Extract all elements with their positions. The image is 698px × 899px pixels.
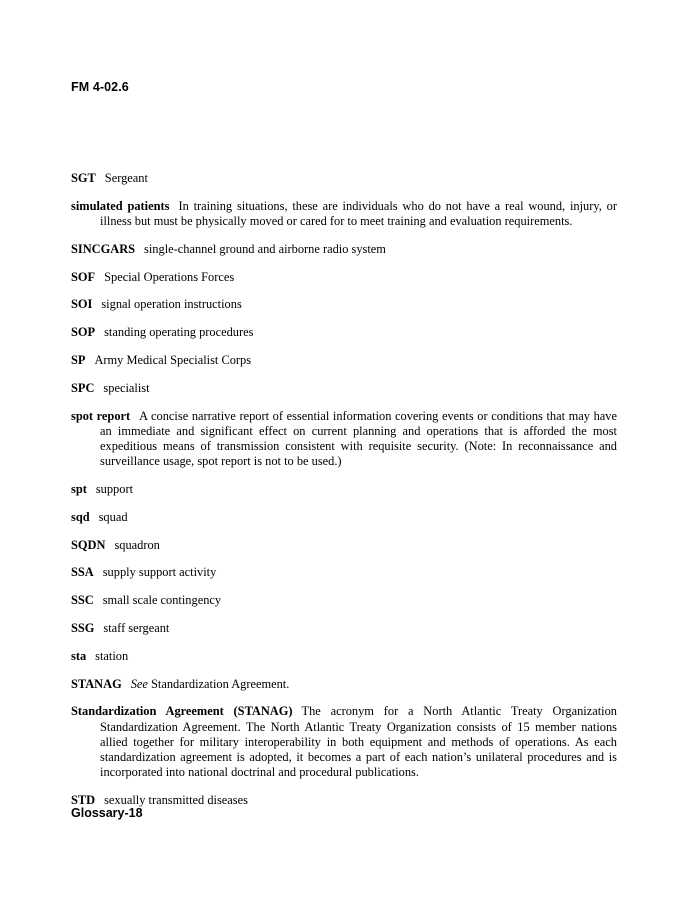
glossary-term: SSC xyxy=(71,593,94,608)
glossary-term: SQDN xyxy=(71,537,106,552)
glossary-entry xyxy=(71,704,617,780)
glossary-definition: signal operation instructions xyxy=(101,297,242,312)
glossary-entry xyxy=(71,199,617,229)
document-id: FM 4-02.6 xyxy=(71,80,129,94)
glossary-term: SOF xyxy=(71,269,96,284)
glossary-entry xyxy=(71,621,617,636)
glossary-term: sqd xyxy=(71,509,90,524)
glossary-entry xyxy=(71,510,617,525)
glossary-entry xyxy=(71,538,617,553)
glossary-entry xyxy=(71,482,617,497)
glossary-term: sta xyxy=(71,648,87,663)
glossary-definition: supply support activity xyxy=(102,565,217,580)
glossary-term: simulated patients xyxy=(71,198,170,213)
glossary-definition: Army Medical Specialist Corps xyxy=(94,352,252,367)
glossary-term: SINCGARS xyxy=(71,241,136,256)
glossary-entry xyxy=(71,593,617,608)
glossary-term: SSA xyxy=(71,565,94,580)
glossary-entry xyxy=(71,270,617,285)
glossary-definition: staff sergeant xyxy=(103,620,170,635)
glossary-definition: small scale contingency xyxy=(102,593,222,608)
glossary-entry xyxy=(71,793,617,808)
glossary-term: spt xyxy=(71,481,87,496)
glossary-definition: station xyxy=(95,648,129,663)
glossary-term: SP xyxy=(71,352,86,367)
glossary-entry xyxy=(71,649,617,664)
glossary-term: SOI xyxy=(71,297,93,312)
glossary-definition: sexually transmitted diseases xyxy=(104,792,248,807)
glossary-definition: single-channel ground and airborne radio system xyxy=(144,241,386,256)
glossary-definition: A concise narrative report of essential information covering events or conditions that may have an immediate and significant effect on current planning and operations that is afforded the most expeditious means of transmission consistent with requisite security. (Note: In reconnaissance and surveillance usage, spot report is not to be used.) xyxy=(100,408,617,469)
glossary-definition: In training situations, these are individuals who do not have a real wound, injury, or illness but must be physically moved or cared for to meet training and evaluation requirements. xyxy=(100,198,617,228)
glossary-term: Standardization Agreement (STANAG) xyxy=(71,704,293,719)
glossary-definition: squadron xyxy=(114,537,160,552)
glossary-definition: specialist xyxy=(103,380,150,395)
glossary-entry xyxy=(71,353,617,368)
glossary-term: SOP xyxy=(71,325,96,340)
glossary-definition: squad xyxy=(98,509,128,524)
glossary-entry xyxy=(71,565,617,580)
glossary-entry xyxy=(71,171,617,186)
glossary-definition: Standardization Agreement. xyxy=(151,676,290,691)
glossary-definition: Special Operations Forces xyxy=(104,269,235,284)
glossary-entry xyxy=(71,297,617,312)
glossary-entry xyxy=(71,381,617,396)
glossary-definition: Sergeant xyxy=(104,171,148,185)
glossary-entry xyxy=(71,677,617,692)
glossary-term: SSG xyxy=(71,620,95,635)
glossary-definition: support xyxy=(95,481,134,496)
see-reference: See xyxy=(130,676,148,691)
glossary-term: STD xyxy=(71,792,96,807)
glossary-definition: standing operating procedures xyxy=(104,325,254,340)
glossary-entry xyxy=(71,325,617,340)
glossary-entry xyxy=(71,242,617,257)
glossary-list xyxy=(71,171,617,821)
glossary-term: SGT xyxy=(71,171,96,185)
glossary-term: SPC xyxy=(71,380,95,395)
glossary-entry xyxy=(71,409,617,470)
glossary-definition: The acronym for a North Atlantic Treaty Organization Standardization Agreement. The North Atlantic Treaty Organization consists of 15 member nations allied together for military interoperability in both equipment and methods of operations. As each standardization agreement is adopted, it becomes a part of each nation’s unilateral procedures and is incorporated into national doctrinal and procedural publications. xyxy=(100,704,617,780)
glossary-term: spot report xyxy=(71,408,131,423)
glossary-term: STANAG xyxy=(71,676,122,691)
page-label: Glossary-18 xyxy=(71,806,143,820)
